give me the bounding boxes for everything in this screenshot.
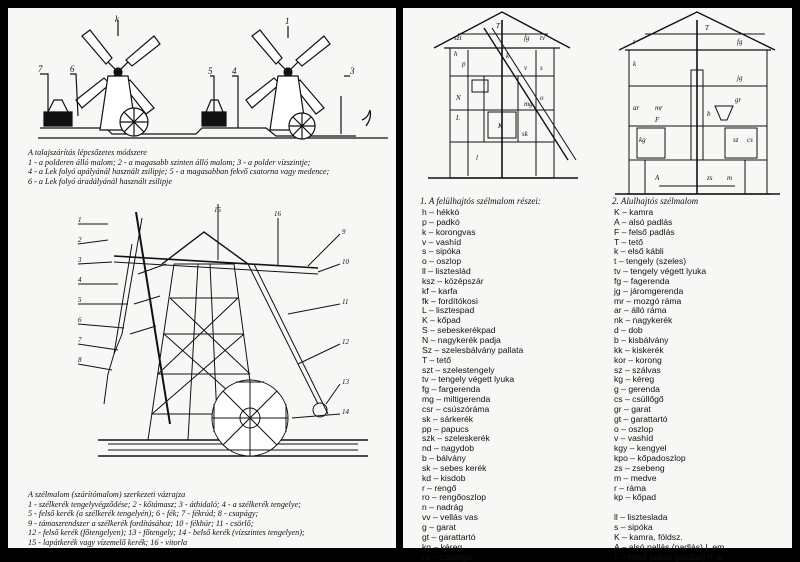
glossary-entry: kg – kéreg [614, 374, 655, 385]
glossary-entry: o – oszlop [614, 423, 654, 434]
glossary-entry: csr – csúszóráma [422, 403, 490, 414]
glossary-entry: s – sipóka [614, 522, 653, 532]
undershot-mill-section-drawing [615, 10, 780, 198]
glossary-entry: p – padkó [422, 216, 460, 227]
glossary-entry: n – nadrág [422, 502, 464, 513]
glossary-entry: nd – nagydob [422, 443, 475, 454]
section-left-label-l: l [476, 154, 478, 162]
top-figure-label-5: 5 [208, 66, 213, 76]
drainage-windmills-drawing [26, 16, 398, 144]
glossary-entry: mg – miltigerenda [422, 394, 491, 405]
left-page [8, 8, 396, 548]
structure-label-10: 10 [342, 258, 349, 266]
glossary-entry: t – tengely (szeles) [614, 256, 687, 267]
structure-label-7: 7 [78, 336, 82, 344]
glossary-entry: kor – korong [614, 354, 662, 365]
structure-label-14: 14 [342, 408, 349, 416]
glossary-entry: gt – garattartó [422, 531, 476, 542]
structure-label-13: 13 [342, 378, 349, 386]
structure-label-15: 15 [214, 206, 221, 214]
glossary-entry: kg – kéreg [422, 541, 463, 552]
glossary-entry: pp – papucs [422, 423, 469, 434]
section-right-label-t: t [633, 38, 635, 46]
section-right-label-b: b [707, 110, 711, 118]
glossary-entry: m – medve [614, 472, 657, 483]
top-figure-label-1: 1 [285, 16, 290, 26]
section-left-label-L: L [456, 114, 460, 122]
glossary-entry: kf – karfa [422, 285, 458, 296]
bottom-figure-caption-title: A szélmalom (szárítómalom) szerkezeti vázrajza [28, 490, 186, 499]
glossary-entry: g – garat [422, 522, 456, 532]
glossary-entry: b – kisbálvány [614, 334, 669, 345]
section-left-label-T: T [496, 22, 500, 30]
glossary-entry: v – vashíd [614, 433, 654, 444]
glossary-entry: A – alsó padlás [614, 216, 673, 227]
glossary-entry: zs – zsebeng [614, 462, 665, 473]
glossary-entry: g – gerenda [614, 384, 660, 395]
glossary-entry: v – vashíd [422, 236, 462, 247]
top-figure-caption [28, 148, 329, 186]
glossary-list-overshot [422, 208, 523, 562]
glossary-entry: o – oszlop [422, 256, 462, 267]
section-right-label-mr: mr [655, 104, 663, 112]
section-right-label-ar: ar [633, 104, 640, 112]
section-left-label-p: p [462, 60, 466, 68]
glossary-entry: kpo – kőpadoszlop [614, 453, 686, 464]
right-page [403, 8, 792, 562]
section-left-label-fg: fg [524, 34, 530, 42]
section-left-label-K: K [498, 122, 503, 130]
top-figure-label-7: 7 [38, 64, 43, 74]
glossary-entry: kd – kisdob [422, 472, 466, 483]
section-left-label-N: N [456, 94, 461, 102]
section-left-label-szt: szt [454, 34, 462, 42]
structure-label-6: 6 [78, 316, 82, 324]
overshot-mill-section-drawing [428, 10, 578, 182]
section-left-label-s: s [540, 64, 543, 72]
glossary-entry: szk – szeleskerék [422, 433, 490, 444]
section-right-label-F: F [655, 116, 660, 124]
section-right-label-m: m [727, 174, 733, 182]
glossary-entry: L – lisztespad [422, 305, 475, 316]
glossary-entry: b – bálvány [422, 453, 466, 464]
section-right-label-jg: jg [737, 74, 743, 82]
section-left-label-o: o [540, 94, 544, 102]
glossary-entry: Sz – szelesbálvány pallata [422, 344, 524, 355]
glossary-entry: K – kamra, földsz. [614, 531, 683, 542]
glossary-entry: kk – kiskerék [614, 344, 664, 355]
structure-label-5: 5 [78, 296, 82, 304]
section-left-label-h: h [454, 50, 458, 58]
glossary-entry: K – kamra [614, 207, 654, 217]
bottom-figure-caption-line: 12 - felső kerék (főtengelyen); 13 - főtengely; 14 - belső kerék (vízszintes tengelyen); [28, 528, 305, 538]
structure-label-8: 8 [78, 356, 82, 364]
bottom-figure-caption-line: 9 - támaszrendszer a szélkerék fordításához; 10 - fékhúr; 11 - csörlő; [28, 518, 254, 528]
section-right-label-A: A [655, 174, 660, 182]
glossary-entry: s – sipóka [422, 246, 461, 257]
glossary-entry: r – ráma [614, 482, 646, 493]
glossary-list-undershot [614, 208, 727, 562]
glossary-entry: r – rengő [422, 482, 457, 493]
glossary-entry: ll – liszteslád [422, 266, 471, 277]
glossary-entry: nk – nagykerék [614, 315, 673, 326]
glossary-entry: S – sebeskerékpad [422, 325, 496, 336]
glossary-entry: h – hékkó [422, 207, 460, 217]
section-right-label-kg: kg [639, 136, 646, 144]
glossary-entry: ro – rengőoszlop [422, 492, 487, 503]
glossary-entry: gr – garat [614, 403, 651, 414]
structure-label-3: 3 [78, 256, 82, 264]
glossary-entry: k – korongvas [422, 226, 476, 237]
glossary-entry: szt – szelestengely [422, 364, 495, 375]
top-figure-label-6: 6 [70, 64, 75, 74]
section-right-label-k: k [633, 60, 637, 68]
windmill-structure-drawing [78, 204, 378, 476]
glossary-entry: mr – mozgó ráma [614, 295, 682, 306]
glossary-entry: ksz – középszár [422, 275, 484, 286]
glossary-entry: sk – sebes kerék [422, 462, 487, 473]
structure-label-4: 4 [78, 276, 82, 284]
top-figure-caption-line: 4 - a Lek folyó apályánál használt zsilipje; 5 - a magasabban fekvő csatorna vagy medence; [28, 167, 330, 177]
heading-overshot-mill-parts: 1. A felülhajtós szélmalom részei: [420, 196, 541, 206]
glossary-entry: k – első kábli [614, 246, 664, 257]
top-figure-caption-line: 6 - a Lek folyó áradályánál használt zsilipje [28, 176, 172, 186]
section-left-label-sk: sk [522, 130, 528, 138]
glossary-entry: ar – álló ráma [614, 305, 667, 316]
section-right-label-sz: sz [733, 136, 739, 144]
section-right-label-T: T [705, 24, 709, 32]
top-figure-caption-title: A talajszárítás lépcsőzetes módszere [28, 148, 147, 157]
glossary-entry: F – felső padlás [614, 226, 675, 237]
section-right-label-gr: gr [735, 96, 742, 104]
bottom-figure-caption-line: 1 - szélkerék tengelyvégződése; 2 - kőtámasz; 3 - áthidaló; 4 - a szélkerék tengelye; [28, 499, 301, 509]
glossary-entry: sz – szálvas [614, 364, 661, 375]
section-right-label-fg: fg [737, 38, 743, 46]
glossary-entry: vv – vellás vas [422, 512, 478, 523]
glossary-entry: kgy – kengyel [614, 443, 667, 454]
glossary-entry: A – alsó pallás (padlás) I. em. [614, 541, 727, 552]
structure-label-11: 11 [342, 298, 349, 306]
section-right-label-cs: cs [747, 136, 753, 144]
glossary-entry: T – tető [422, 354, 451, 365]
structure-label-16: 16 [274, 210, 281, 218]
top-figure-label-4: 4 [232, 66, 237, 76]
section-right-label-zs: zs [707, 174, 713, 182]
glossary-entry: T – tető [614, 236, 643, 247]
glossary-entry: ll – liszteslada [614, 512, 668, 523]
glossary-entry: N – nagykerék padja [422, 334, 501, 345]
structure-label-1: 1 [78, 216, 82, 224]
glossary-entry: sk – sárkerék [422, 413, 474, 424]
top-figure-caption-line: 1 - a polderen álló malom; 2 - a magasabb szinten álló malom; 3 - a polder vízszintje; [28, 157, 311, 167]
structure-label-12: 12 [342, 338, 349, 346]
glossary-entry: fk – fordítókosi [422, 295, 478, 306]
bottom-figure-caption-line: 15 - lapátkerék vagy vízemelő kerék; 16 - vitorla [28, 537, 188, 547]
top-figure-label-3: 3 [350, 66, 355, 76]
bottom-figure-caption-line: 5 - felső kerék (a szélkerék tengelyén); 6 - fék; 7 - fékrúd; 8 - csapágy; [28, 509, 259, 519]
glossary-entry: cs – csüllőgő [614, 394, 664, 405]
glossary-entry: fg – fargerenda [422, 384, 481, 395]
glossary-entry: K – kőpad [422, 315, 461, 326]
glossary-entry: tv – tengely végett lyuka [422, 374, 515, 385]
heading-undershot-mill: 2. Alulhajtós szélmalom [612, 196, 699, 206]
glossary-entry: gt – garattartó [614, 413, 668, 424]
structure-label-2: 2 [78, 236, 82, 244]
section-left-label-mg: mg [524, 100, 533, 108]
section-left-label-k: k [506, 52, 510, 60]
glossary-entry: kp – kőpad [614, 492, 657, 503]
glossary-entry: d – dob [614, 325, 643, 336]
glossary-entry: F – felső pallás (padlás) II. e. [614, 551, 725, 562]
section-left-label-tv: tv [540, 34, 546, 42]
top-figure-label-k: k [115, 14, 119, 24]
section-left-label-v: v [524, 64, 528, 72]
glossary-entry: fg – fagerenda [614, 275, 670, 286]
glossary-entry: jg – járomgerenda [614, 285, 684, 296]
glossary-entry: tv – tengely végett lyuka [614, 266, 707, 277]
glossary-entry: cs – csüllőgő [422, 551, 472, 562]
bottom-figure-caption [28, 490, 305, 548]
structure-label-9: 9 [342, 228, 346, 236]
